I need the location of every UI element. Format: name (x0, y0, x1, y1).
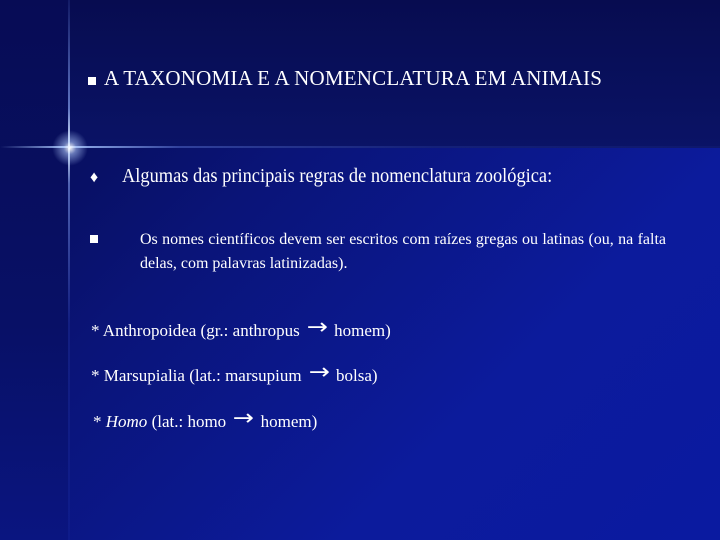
sparkle-icon (52, 130, 88, 166)
example-meaning: bolsa) (336, 366, 378, 385)
slide-title (88, 66, 602, 91)
example-term: * Marsupialia (lat.: marsupium (91, 366, 302, 385)
example-meaning: homem) (334, 321, 391, 340)
square-bullet-icon (90, 235, 98, 243)
arrow-right-icon: → (232, 406, 254, 431)
square-bullet-icon (88, 77, 96, 85)
flare-horizontal-line (0, 146, 720, 148)
example-prefix: * (93, 412, 106, 431)
arrow-right-icon: → (306, 315, 328, 340)
slide-title-text: A TAXONOMIA E A NOMENCLATURA EM ANIMAIS (104, 66, 603, 90)
flare-vertical-line (68, 0, 70, 540)
subheading-text: Algumas das principais regras de nomenclatura zoológica: (122, 165, 553, 187)
left-band (0, 0, 68, 540)
example-genus-italic: Homo (105, 412, 148, 431)
rule-text: Os nomes científicos devem ser escritos com raízes gregas ou latinas (ou, na falta delas, com palavras latinizadas). (140, 231, 666, 272)
example-marsupialia (91, 360, 378, 387)
example-anthropoidea (91, 315, 391, 342)
example-term: (lat.: homo (147, 412, 227, 431)
example-homo (93, 406, 318, 433)
diamond-bullet-icon: ♦ (90, 169, 99, 186)
example-term: * Anthropoidea (gr.: anthropus (91, 321, 300, 340)
rule-bullet (90, 228, 666, 276)
subheading (90, 165, 590, 188)
example-meaning: homem) (260, 412, 318, 431)
arrow-right-icon: → (308, 360, 330, 385)
